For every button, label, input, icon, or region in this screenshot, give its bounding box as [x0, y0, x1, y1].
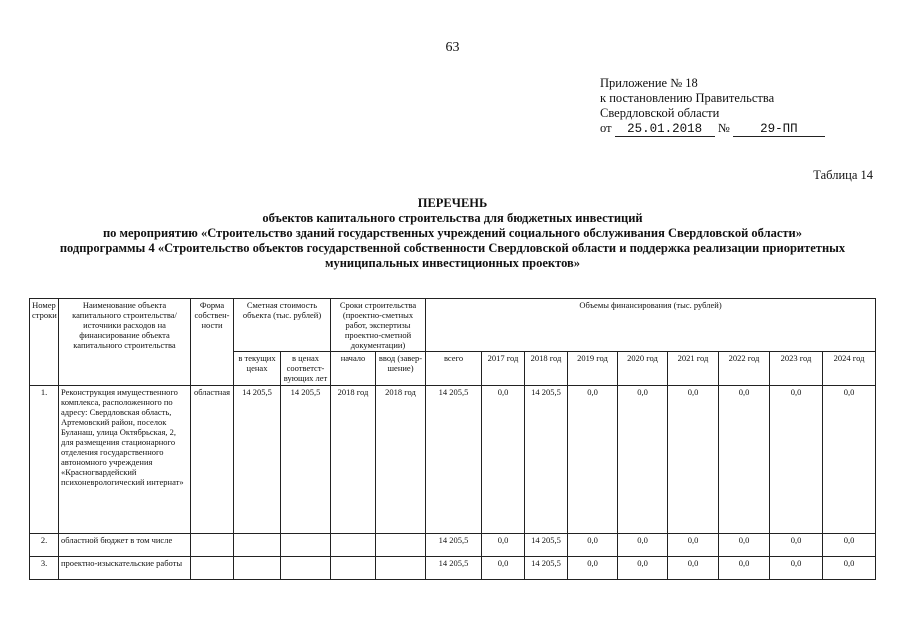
ownership: областная: [191, 386, 234, 534]
year-value: 0,0: [823, 534, 876, 557]
header-row-number: Номер строки: [30, 299, 59, 386]
cost-current: 14 205,5: [234, 386, 281, 534]
header-year: 2021 год: [668, 352, 719, 386]
financing-table: [29, 298, 876, 580]
year-value: 0,0: [770, 386, 823, 534]
title-line-3: по мероприятию «Строительство зданий государственных учреждений социального обслуживания Свердловской области»: [102, 226, 803, 240]
header-ownership: Форма собствен-ности: [191, 299, 234, 386]
appendix-block: [600, 76, 825, 137]
header-start: начало: [331, 352, 376, 386]
page-number: 63: [445, 40, 460, 55]
row-number: 2.: [30, 534, 59, 557]
year-value: 0,0: [482, 534, 525, 557]
header-year: 2017 год: [482, 352, 525, 386]
total-value: 14 205,5: [426, 386, 482, 534]
year-value: 0,0: [719, 534, 770, 557]
year-value: 14 205,5: [525, 386, 568, 534]
object-name: областной бюджет в том числе: [59, 534, 191, 557]
header-year: 2023 год: [770, 352, 823, 386]
start-year: [331, 534, 376, 557]
header-year: 2024 год: [823, 352, 876, 386]
number-prefix: №: [717, 121, 730, 135]
ownership: [191, 534, 234, 557]
total-value: 14 205,5: [426, 534, 482, 557]
header-commissioning: ввод (завер-шение): [376, 352, 426, 386]
header-total: всего: [426, 352, 482, 386]
year-value: 0,0: [770, 557, 823, 580]
row-number: 1.: [30, 386, 59, 534]
appendix-line-3: Свердловской области: [600, 106, 720, 120]
resolution-date: 25.01.2018: [615, 123, 715, 137]
year-value: 0,0: [719, 386, 770, 534]
ownership: [191, 557, 234, 580]
table-row: [30, 386, 876, 534]
year-value: 0,0: [482, 557, 525, 580]
start-year: 2018 год: [331, 386, 376, 534]
object-name: Реконструкция имущественного комплекса, расположенного по адресу: Свердловская область, Артемовский район, поселок Буланаш, улица Октябрьская, 2, для размещения стационарного отделения государственного автономного учреждения «Красногвардейский психоневрологический интернат»: [59, 386, 191, 534]
header-row-1: [30, 299, 876, 352]
cost-years: [281, 557, 331, 580]
appendix-date-line: [600, 121, 825, 137]
table-row: [30, 534, 876, 557]
appendix-line-1: Приложение № 18: [600, 76, 698, 90]
cost-current: [234, 557, 281, 580]
year-value: 0,0: [618, 534, 668, 557]
start-year: [331, 557, 376, 580]
appendix-line-2: к постановлению Правительства: [600, 91, 775, 105]
year-value: 0,0: [823, 386, 876, 534]
header-year: 2019 год: [568, 352, 618, 386]
year-value: 0,0: [618, 386, 668, 534]
object-name: проектно-изыскательские работы: [59, 557, 191, 580]
header-object-name: Наименование объекта капитального строительства/ источники расходов на финансирование объекта капитального строительства: [59, 299, 191, 386]
year-value: 0,0: [568, 557, 618, 580]
year-value: 0,0: [618, 557, 668, 580]
table-label: Таблица 14: [813, 168, 873, 182]
header-year: 2018 год: [525, 352, 568, 386]
header-year: 2020 год: [618, 352, 668, 386]
table-row: [30, 557, 876, 580]
header-construction-period: Сроки строительства (проектно-сметных работ, экспертизы проектно-сметной документации): [331, 299, 426, 352]
end-year: [376, 557, 426, 580]
year-value: 0,0: [668, 534, 719, 557]
year-value: 0,0: [668, 557, 719, 580]
title-line-5: муниципальных инвестиционных проектов»: [324, 256, 581, 270]
year-value: 0,0: [823, 557, 876, 580]
header-current-prices: в текущих ценах: [234, 352, 281, 386]
year-value: 14 205,5: [525, 534, 568, 557]
header-year-prices: в ценах соответст-вующих лет: [281, 352, 331, 386]
title-line-2: объектов капитального строительства для бюджетных инвестиций: [262, 211, 643, 225]
year-value: 0,0: [668, 386, 719, 534]
end-year: [376, 534, 426, 557]
cost-years: 14 205,5: [281, 386, 331, 534]
total-value: 14 205,5: [426, 557, 482, 580]
end-year: 2018 год: [376, 386, 426, 534]
document-title: [0, 196, 905, 271]
cost-current: [234, 534, 281, 557]
year-value: 0,0: [770, 534, 823, 557]
year-value: 14 205,5: [525, 557, 568, 580]
title-line-1: ПЕРЕЧЕНЬ: [417, 196, 488, 210]
resolution-number: 29-ПП: [733, 123, 825, 137]
cost-years: [281, 534, 331, 557]
year-value: 0,0: [482, 386, 525, 534]
year-value: 0,0: [568, 386, 618, 534]
year-value: 0,0: [568, 534, 618, 557]
header-estimated-cost: Сметная стоимость объекта (тыс. рублей): [234, 299, 331, 352]
row-number: 3.: [30, 557, 59, 580]
header-year: 2022 год: [719, 352, 770, 386]
header-financing: Объемы финансирования (тыс. рублей): [426, 299, 876, 352]
title-line-4: подпрограммы 4 «Строительство объектов государственной собственности Свердловской области и поддержка реализации приоритетных: [59, 241, 846, 255]
year-value: 0,0: [719, 557, 770, 580]
date-prefix: от: [600, 121, 612, 135]
